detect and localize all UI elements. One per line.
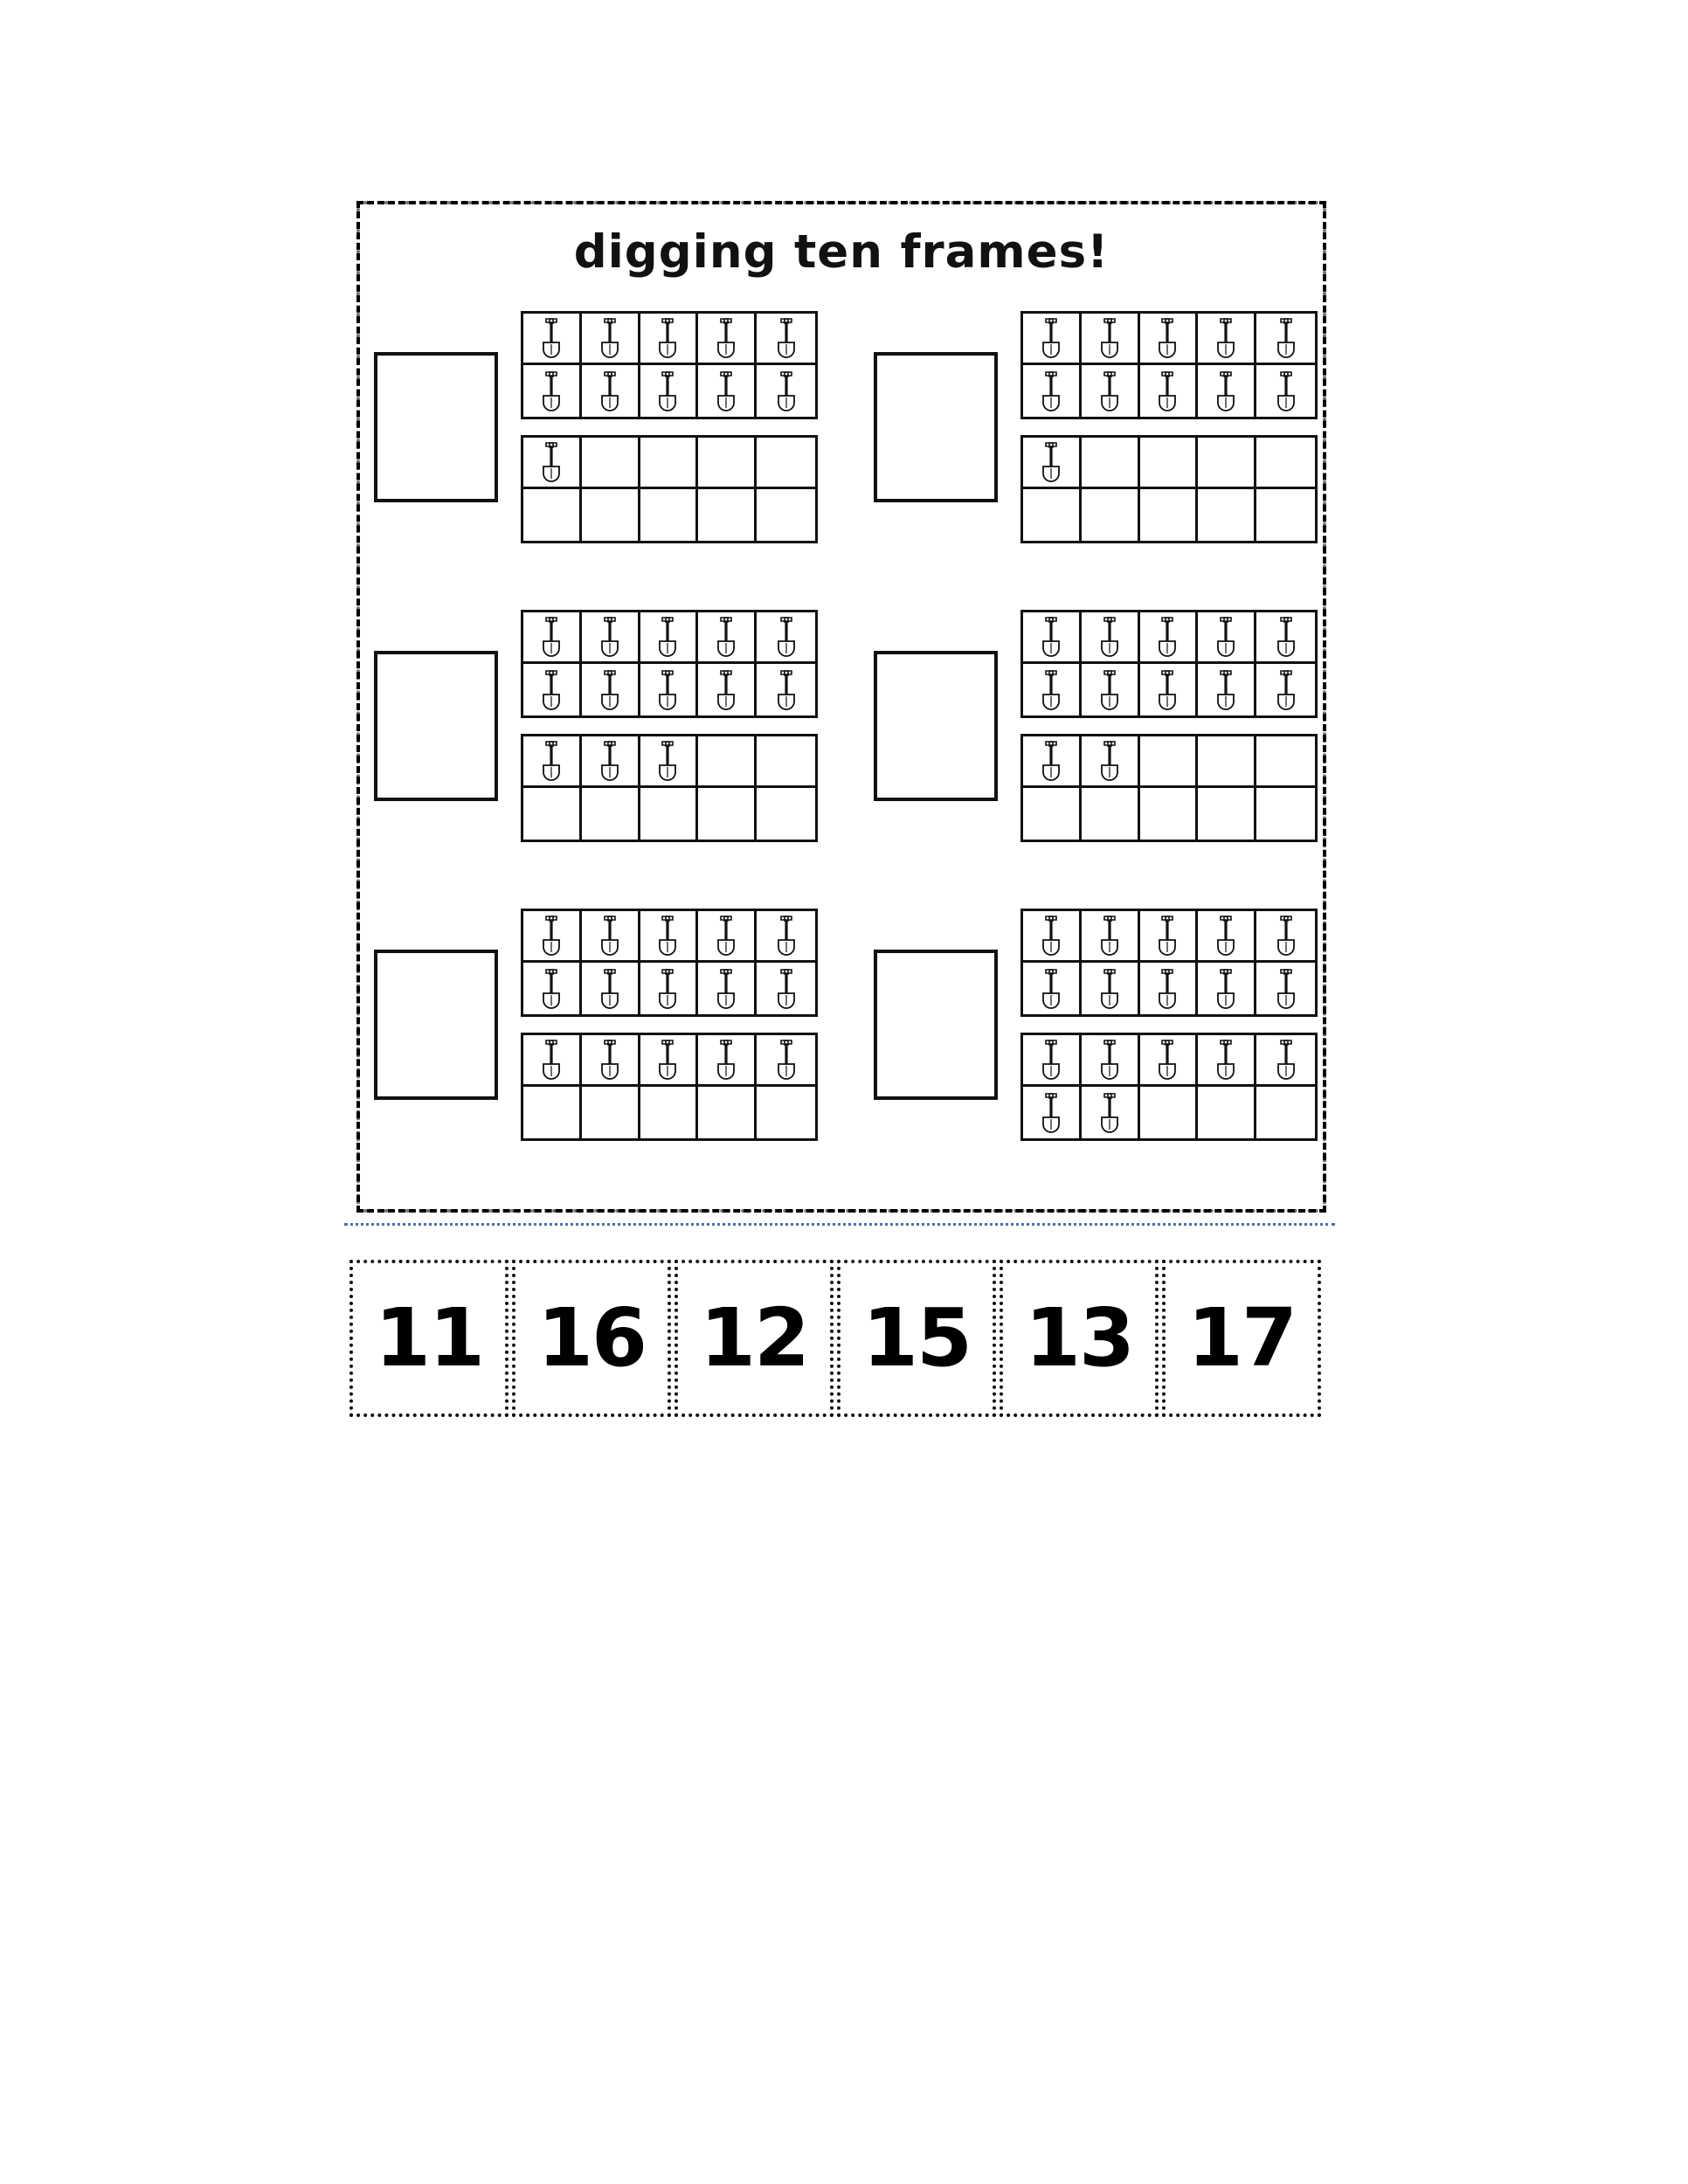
ten-frame-cell: [1082, 365, 1140, 417]
ten-frame-cell: [1082, 788, 1140, 840]
problem-3: [374, 610, 818, 842]
shovel-icon: [1152, 1039, 1182, 1081]
ten-frame-top: [1020, 909, 1318, 1017]
shovel-icon: [1271, 1039, 1301, 1081]
shovel-icon: [1095, 1092, 1124, 1134]
ten-frame-cell: [640, 1035, 699, 1087]
shovel-icon: [1152, 616, 1182, 658]
ten-frame-cell: [1198, 365, 1256, 417]
ten-frame-cell: [523, 1035, 582, 1087]
shovel-icon: [595, 915, 625, 957]
shovel-icon: [1211, 370, 1241, 412]
shovel-icon: [1211, 669, 1241, 711]
shovel-icon: [595, 669, 625, 711]
shovel-icon: [1271, 968, 1301, 1010]
ten-frame-cell: [1140, 1035, 1199, 1087]
ten-frame-cell: [1256, 664, 1315, 715]
card-number-label: 13: [1024, 1291, 1134, 1385]
ten-frame-cell: [1140, 438, 1199, 489]
ten-frame-cell: [1082, 489, 1140, 541]
ten-frame-cell: [523, 438, 582, 489]
ten-frame-cell: [1198, 438, 1256, 489]
ten-frame-cell: [1082, 736, 1140, 788]
ten-frame-cell: [757, 911, 815, 963]
shovel-icon: [1095, 1039, 1124, 1081]
ten-frame-cell: [582, 911, 640, 963]
shovel-icon: [1036, 616, 1066, 658]
card-number-label: 15: [861, 1291, 972, 1385]
ten-frame-cell: [1140, 664, 1199, 715]
shovel-icon: [1036, 915, 1066, 957]
ten-frame-cell: [523, 612, 582, 664]
ten-frame-bottom: [521, 734, 818, 842]
shovel-icon: [1211, 1039, 1241, 1081]
ten-frame-cell: [1256, 612, 1315, 664]
ten-frame-top: [1020, 610, 1318, 718]
shovel-icon: [536, 370, 566, 412]
ten-frame-pair: [1020, 909, 1318, 1141]
ten-frame-top: [1020, 311, 1318, 419]
ten-frame-cell: [1140, 911, 1199, 963]
shovel-icon: [1036, 740, 1066, 782]
shovel-icon: [771, 1039, 801, 1081]
ten-frame-cell: [757, 664, 815, 715]
ten-frame-cell: [698, 664, 757, 715]
card-17[interactable]: [1162, 1260, 1321, 1417]
ten-frame-cell: [1256, 314, 1315, 365]
shovel-icon: [536, 616, 566, 658]
ten-frame-cell: [698, 788, 757, 840]
card-12[interactable]: [675, 1260, 834, 1417]
ten-frame-cell: [1023, 489, 1082, 541]
ten-frame-cell: [1023, 612, 1082, 664]
ten-frame-cell: [640, 1087, 699, 1138]
ten-frame-cell: [1198, 612, 1256, 664]
ten-frame-cell: [582, 489, 640, 541]
ten-frame-cell: [698, 365, 757, 417]
problem-5: [374, 909, 818, 1141]
shovel-icon: [1036, 441, 1066, 483]
ten-frame-cell: [1023, 1087, 1082, 1138]
ten-frame-cell: [698, 911, 757, 963]
ten-frame-cell: [757, 1087, 815, 1138]
ten-frame-cell: [1198, 489, 1256, 541]
ten-frame-pair: [521, 610, 818, 842]
problem-1: [374, 311, 818, 543]
shovel-icon: [1095, 616, 1124, 658]
ten-frame-cell: [1198, 314, 1256, 365]
problem-4: [874, 610, 1318, 842]
shovel-icon: [653, 370, 682, 412]
shovel-icon: [1095, 669, 1124, 711]
ten-frame-cell: [698, 438, 757, 489]
ten-frame-cell: [1023, 1035, 1082, 1087]
ten-frame-bottom: [521, 1033, 818, 1141]
ten-frame-cell: [698, 1087, 757, 1138]
number-card-strip: [349, 1260, 1321, 1417]
ten-frame-cell: [1023, 911, 1082, 963]
ten-frame-cell: [757, 438, 815, 489]
ten-frame-cell: [582, 664, 640, 715]
shovel-icon: [771, 968, 801, 1010]
ten-frame-cell: [1082, 664, 1140, 715]
shovel-icon: [1152, 915, 1182, 957]
ten-frame-cell: [1023, 314, 1082, 365]
answer-box[interactable]: [874, 651, 998, 801]
shovel-icon: [595, 1039, 625, 1081]
ten-frame-cell: [523, 664, 582, 715]
ten-frame-cell: [1256, 438, 1315, 489]
ten-frame-cell: [1140, 788, 1199, 840]
shovel-icon: [1152, 370, 1182, 412]
ten-frame-cell: [640, 736, 699, 788]
ten-frame-cell: [1082, 911, 1140, 963]
shovel-icon: [1271, 616, 1301, 658]
ten-frame-cell: [1082, 314, 1140, 365]
ten-frame-cell: [523, 788, 582, 840]
shovel-icon: [1271, 317, 1301, 359]
shovel-icon: [1036, 669, 1066, 711]
ten-frame-cell: [757, 612, 815, 664]
ten-frame-cell: [640, 365, 699, 417]
ten-frame-pair: [521, 909, 818, 1141]
shovel-icon: [1152, 669, 1182, 711]
shovel-icon: [536, 669, 566, 711]
ten-frame-cell: [757, 963, 815, 1014]
ten-frame-cell: [1140, 612, 1199, 664]
shovel-icon: [536, 968, 566, 1010]
shovel-icon: [1036, 1039, 1066, 1081]
shovel-icon: [1271, 915, 1301, 957]
ten-frame-cell: [523, 736, 582, 788]
ten-frame-cell: [1082, 438, 1140, 489]
worksheet-page: [356, 201, 1326, 1213]
ten-frame-pair: [1020, 311, 1318, 543]
shovel-icon: [595, 317, 625, 359]
answer-box[interactable]: [874, 950, 998, 1100]
ten-frame-bottom: [1020, 1033, 1318, 1141]
shovel-icon: [711, 370, 741, 412]
ten-frame-cell: [1256, 365, 1315, 417]
shovel-icon: [595, 616, 625, 658]
ten-frame-cell: [523, 365, 582, 417]
ten-frame-cell: [1256, 911, 1315, 963]
shovel-icon: [711, 616, 741, 658]
ten-frame-cell: [757, 1035, 815, 1087]
shovel-icon: [595, 370, 625, 412]
shovel-icon: [1095, 915, 1124, 957]
problem-grid: [356, 311, 1326, 1207]
ten-frame-cell: [1256, 736, 1315, 788]
shovel-icon: [711, 915, 741, 957]
page-title: digging ten frames!: [573, 225, 1110, 279]
ten-frame-cell: [1140, 1087, 1199, 1138]
shovel-icon: [711, 317, 741, 359]
ten-frame-cell: [1256, 788, 1315, 840]
shovel-icon: [536, 1039, 566, 1081]
shovel-icon: [653, 968, 682, 1010]
ten-frame-cell: [1023, 963, 1082, 1014]
ten-frame-cell: [1082, 1087, 1140, 1138]
shovel-icon: [771, 616, 801, 658]
shovel-icon: [653, 317, 682, 359]
ten-frame-cell: [582, 612, 640, 664]
ten-frame-cell: [582, 314, 640, 365]
ten-frame-top: [521, 610, 818, 718]
problem-row: [356, 311, 1326, 610]
answer-box[interactable]: [374, 352, 498, 502]
ten-frame-cell: [698, 314, 757, 365]
ten-frame-bottom: [521, 435, 818, 543]
ten-frame-cell: [1082, 612, 1140, 664]
ten-frame-cell: [1140, 489, 1199, 541]
ten-frame-cell: [582, 736, 640, 788]
answer-box[interactable]: [374, 950, 498, 1100]
ten-frame-cell: [698, 736, 757, 788]
card-15[interactable]: [837, 1260, 996, 1417]
ten-frame-cell: [1198, 963, 1256, 1014]
ten-frame-cell: [1023, 736, 1082, 788]
ten-frame-cell: [640, 911, 699, 963]
ten-frame-cell: [757, 314, 815, 365]
ten-frame-cell: [1256, 1087, 1315, 1138]
ten-frame-cell: [1140, 314, 1199, 365]
ten-frame-cell: [582, 438, 640, 489]
ten-frame-cell: [523, 489, 582, 541]
shovel-icon: [1152, 317, 1182, 359]
ten-frame-cell: [1140, 963, 1199, 1014]
ten-frame-cell: [1140, 365, 1199, 417]
ten-frame-cell: [1256, 963, 1315, 1014]
ten-frame-cell: [1198, 1035, 1256, 1087]
shovel-icon: [653, 1039, 682, 1081]
ten-frame-cell: [582, 1035, 640, 1087]
ten-frame-cell: [1198, 664, 1256, 715]
ten-frame-cell: [523, 1087, 582, 1138]
shovel-icon: [595, 968, 625, 1010]
shovel-icon: [653, 616, 682, 658]
card-number-label: 12: [699, 1291, 809, 1385]
ten-frame-cell: [640, 612, 699, 664]
shovel-icon: [711, 1039, 741, 1081]
shovel-icon: [771, 317, 801, 359]
shovel-icon: [653, 915, 682, 957]
shovel-icon: [1036, 1092, 1066, 1134]
shovel-icon: [536, 740, 566, 782]
ten-frame-cell: [698, 963, 757, 1014]
answer-box[interactable]: [374, 651, 498, 801]
ten-frame-cell: [757, 365, 815, 417]
ten-frame-cell: [523, 314, 582, 365]
shovel-icon: [653, 669, 682, 711]
ten-frame-cell: [1198, 1087, 1256, 1138]
ten-frame-cell: [1082, 963, 1140, 1014]
ten-frame-cell: [698, 489, 757, 541]
card-number-label: 17: [1186, 1291, 1297, 1385]
shovel-icon: [1271, 370, 1301, 412]
ten-frame-cell: [1023, 788, 1082, 840]
shovel-icon: [1036, 968, 1066, 1010]
ten-frame-cell: [1082, 1035, 1140, 1087]
ten-frame-cell: [640, 963, 699, 1014]
ten-frame-cell: [1023, 664, 1082, 715]
ten-frame-cell: [1256, 489, 1315, 541]
card-16[interactable]: [512, 1260, 671, 1417]
card-13[interactable]: [1000, 1260, 1159, 1417]
ten-frame-cell: [757, 788, 815, 840]
shovel-icon: [1152, 968, 1182, 1010]
shovel-icon: [536, 317, 566, 359]
shovel-icon: [536, 441, 566, 483]
ten-frame-cell: [698, 612, 757, 664]
shovel-icon: [1095, 317, 1124, 359]
problem-2: [874, 311, 1318, 543]
ten-frame-cell: [523, 911, 582, 963]
ten-frame-cell: [640, 438, 699, 489]
ten-frame-cell: [757, 489, 815, 541]
ten-frame-top: [521, 909, 818, 1017]
ten-frame-cell: [1198, 911, 1256, 963]
problem-6: [874, 909, 1318, 1141]
ten-frame-bottom: [1020, 734, 1318, 842]
shovel-icon: [711, 968, 741, 1010]
shovel-icon: [771, 370, 801, 412]
ten-frame-cell: [1198, 736, 1256, 788]
shovel-icon: [1211, 317, 1241, 359]
problem-row: [356, 909, 1326, 1207]
ten-frame-pair: [521, 311, 818, 543]
ten-frame-cell: [640, 664, 699, 715]
shovel-icon: [1211, 616, 1241, 658]
ten-frame-cell: [582, 788, 640, 840]
shovel-icon: [1095, 968, 1124, 1010]
ten-frame-pair: [1020, 610, 1318, 842]
shovel-icon: [1211, 915, 1241, 957]
ten-frame-cell: [582, 1087, 640, 1138]
shovel-icon: [653, 740, 682, 782]
ten-frame-cell: [640, 788, 699, 840]
card-number-label: 11: [374, 1291, 484, 1385]
ten-frame-cell: [1256, 1035, 1315, 1087]
ten-frame-cell: [582, 365, 640, 417]
shovel-icon: [771, 915, 801, 957]
shovel-icon: [536, 915, 566, 957]
shovel-icon: [1211, 968, 1241, 1010]
shovel-icon: [711, 669, 741, 711]
shovel-icon: [771, 669, 801, 711]
shovel-icon: [1036, 317, 1066, 359]
ten-frame-cell: [1023, 438, 1082, 489]
ten-frame-cell: [698, 1035, 757, 1087]
card-11[interactable]: [349, 1260, 508, 1417]
ten-frame-cell: [582, 963, 640, 1014]
ten-frame-cell: [523, 963, 582, 1014]
card-number-label: 16: [536, 1291, 647, 1385]
shovel-icon: [1271, 669, 1301, 711]
shovel-icon: [595, 740, 625, 782]
ten-frame-cell: [640, 489, 699, 541]
cut-line-separator: [344, 1223, 1335, 1226]
problem-row: [356, 610, 1326, 909]
shovel-icon: [1095, 370, 1124, 412]
ten-frame-cell: [1198, 788, 1256, 840]
ten-frame-cell: [757, 736, 815, 788]
ten-frame-cell: [640, 314, 699, 365]
ten-frame-bottom: [1020, 435, 1318, 543]
ten-frame-top: [521, 311, 818, 419]
ten-frame-cell: [1140, 736, 1199, 788]
shovel-icon: [1095, 740, 1124, 782]
ten-frame-cell: [1023, 365, 1082, 417]
answer-box[interactable]: [874, 352, 998, 502]
shovel-icon: [1036, 370, 1066, 412]
